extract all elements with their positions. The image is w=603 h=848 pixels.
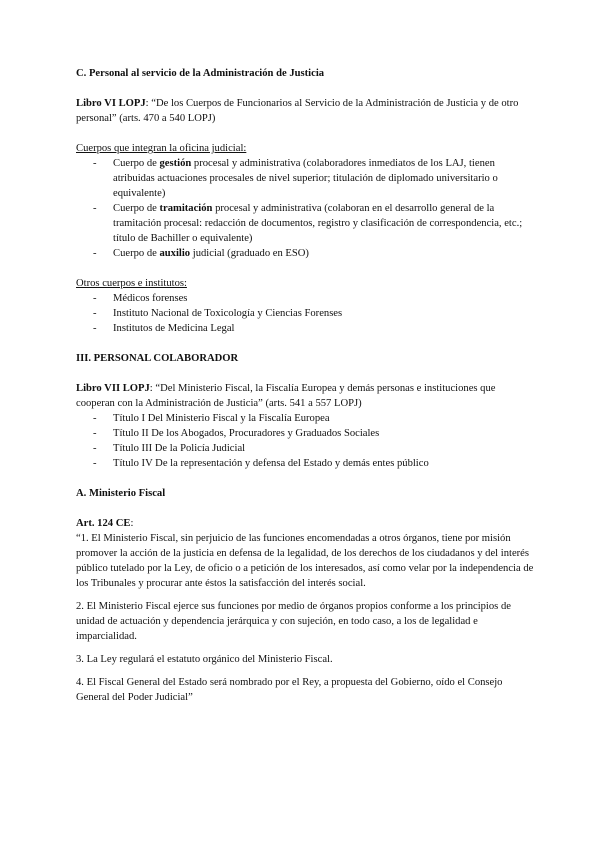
libro-vii-label: Libro VII LOPJ — [76, 383, 150, 394]
libro-vi-label: Libro VI LOPJ — [76, 98, 146, 109]
art-paragraph-3: 3. La Ley regulará el estatuto orgánico del Ministerio Fiscal. — [76, 654, 333, 665]
art-124-label: Art. 124 CE — [76, 518, 131, 529]
list-item: - Cuerpo de auxilio judicial (graduado en ESO) — [76, 246, 536, 261]
section-a-title: A. Ministerio Fiscal — [76, 488, 166, 499]
otros-heading: Otros cuerpos e institutos: — [76, 278, 187, 289]
section-c-title: C. Personal al servicio de la Administración de Justicia — [76, 68, 325, 79]
list-item: - Institutos de Medicina Legal — [76, 321, 536, 336]
cuerpos-list — [76, 156, 536, 261]
list-item: - Cuerpo de tramitación procesal y administrativa (colaboran en el desarrollo general de la tramitación procesal: redacción de documentos, registro y clasificación de correspondencia, etc.; título de Bachiller o equivalente) — [76, 201, 536, 246]
libro-vi-text: : “De los Cuerpos de Funcionarios al Servicio de la Administración de Justicia y de otro personal” (arts. 470 a 540 LOPJ) — [76, 98, 519, 124]
cuerpos-heading: Cuerpos que integran la oficina judicial: — [76, 143, 247, 154]
list-item: - Título IV De la representación y defensa del Estado y demás entes público — [76, 456, 536, 471]
art-124-heading: Art. 124 CE: — [76, 518, 134, 529]
art-paragraph-2: 2. El Ministerio Fiscal ejerce sus funciones por medio de órganos propios conforme a los principios de unidad de actuación y dependencia jerárquica y con sujeción, en todo caso, a los de legalidad e imparcialidad. — [76, 601, 511, 642]
list-item: - Título II De los Abogados, Procuradores y Graduados Sociales — [76, 426, 536, 441]
libro-vii-text: : “Del Ministerio Fiscal, la Fiscalía Europea y demás personas e instituciones que cooperan con la Administración de Justicia” (arts. 541 a 557 LOPJ) — [76, 383, 496, 409]
libro-vi-paragraph — [76, 96, 536, 126]
titulos-list — [76, 411, 536, 471]
art-paragraph-1: “1. El Ministerio Fiscal, sin perjuicio de las funciones encomendadas a otros órganos, tiene por misión promover la acción de la justicia en defensa de la legalidad, de los derechos de los ciudadanos y del interés público tutelado por la Ley, de oficio o a petición de los interesados, así como velar por la independencia de los Tribunales y procurar ante éstos la satisfacción del interés social. — [76, 533, 534, 589]
art-paragraph-4: 4. El Fiscal General del Estado será nombrado por el Rey, a propuesta del Gobierno, oído el Consejo General del Poder Judicial” — [76, 677, 503, 703]
otros-list — [76, 291, 536, 336]
list-item: - Título I Del Ministerio Fiscal y la Fiscalía Europea — [76, 411, 536, 426]
list-item: - Instituto Nacional de Toxicología y Ciencias Forenses — [76, 306, 536, 321]
libro-vii-paragraph — [76, 381, 536, 411]
list-item: - Cuerpo de gestión procesal y administrativa (colaboradores inmediatos de los LAJ, tienen atribuidas actuaciones procesales de nivel superior; titulación de diplomado universitario o equivalente) — [76, 156, 536, 201]
document-page — [76, 66, 536, 705]
list-item: - Título III De la Policía Judicial — [76, 441, 536, 456]
section-iii-title: III. PERSONAL COLABORADOR — [76, 353, 239, 364]
list-item: - Médicos forenses — [76, 291, 536, 306]
